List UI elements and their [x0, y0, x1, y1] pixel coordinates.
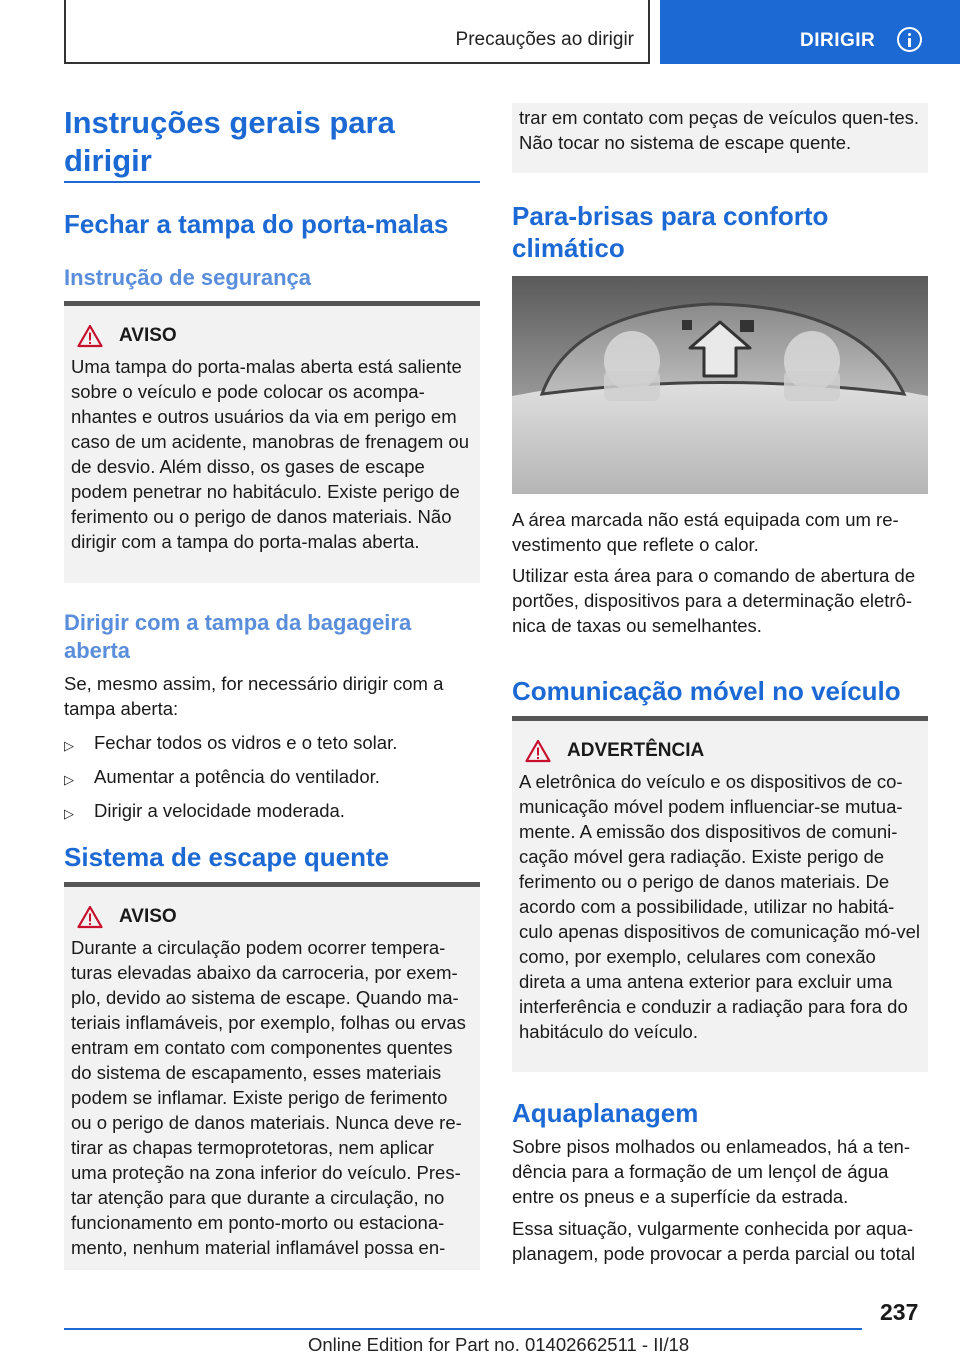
- header-chapter-tab[interactable]: [660, 0, 960, 64]
- warning-title-text: AVISO: [119, 906, 177, 927]
- list-item: ▷ Fechar todos os vidros e o teto solar.: [64, 730, 480, 758]
- warning-box-mobile: [512, 716, 928, 1072]
- warning-triangle-icon: [77, 905, 103, 929]
- warning-title-text: ADVERTÊNCIA: [567, 740, 705, 761]
- header-section-box: [64, 0, 650, 64]
- aquaplaning-paragraph-1: Sobre pisos molhados ou enlameados, há a ten-dência para a formação de um lençol de água entre os pneus e a superfície da estrada.: [512, 1136, 911, 1207]
- warning-box-exhaust: [64, 882, 480, 1270]
- open-trunk-intro: Se, mesmo assim, for necessário dirigir com a tampa aberta:: [64, 673, 444, 719]
- heading-windshield: Para-brisas para conforto climático: [512, 201, 829, 263]
- bullet-triangle-icon: ▷: [64, 806, 74, 821]
- warning-title: [71, 324, 473, 348]
- warning-box-trunk: [64, 301, 480, 583]
- header-chapter-title: DIRIGIR: [800, 30, 876, 51]
- warning-triangle-icon: [525, 739, 551, 763]
- aquaplaning-paragraph-2: Essa situação, vulgarmente conhecida por aqua-planagem, pode provocar a perda parcial ou total: [512, 1218, 916, 1264]
- main-heading: Instruções gerais para dirigir: [64, 105, 395, 178]
- warning-title: [519, 739, 921, 763]
- footer-edition: Online Edition for Part no. 01402662511 - II/18: [308, 1334, 690, 1355]
- warning-text: A eletrônica do veículo e os dispositivos de co-municação móvel podem influenciar-se mutua-mente. A emissão dos dispositivos de comuni-cação móvel gera radiação. Existe perigo de ferimento ou o perigo de danos materiais. De acordo com a possibilidade, utilizar no habitá-culo apenas dispositivos de comunicação mó-vel como, por exemplo, celulares com conexão direta a uma antena exterior para excluir uma interferência e conduzir a radiação para fora do habitáculo do veículo.: [519, 771, 921, 1042]
- heading-aquaplaning: Aquaplanagem: [512, 1098, 699, 1128]
- heading-trunk: Fechar a tampa do porta-malas: [64, 209, 449, 239]
- warning-text-continued: trar em contato com peças de veículos quen-tes. Não tocar no sistema de escape quente.: [519, 107, 920, 153]
- windshield-paragraph-2: Utilizar esta área para o comando de abertura de portões, dispositivos para a determinação eletrô-nica de taxas ou semelhantes.: [512, 565, 916, 636]
- windshield-photo: [512, 276, 928, 494]
- warning-title: [71, 905, 473, 929]
- bullet-list: [64, 724, 480, 826]
- heading-exhaust: Sistema de escape quente: [64, 842, 390, 872]
- windshield-paragraph-1: A área marcada não está equipada com um re-vestimento que reflete o calor.: [512, 509, 899, 555]
- heading-mobile: Comunicação móvel no veículo: [512, 676, 901, 706]
- bullet-triangle-icon: ▷: [64, 772, 74, 787]
- list-item: ▷ Dirigir a velocidade moderada.: [64, 798, 480, 826]
- warning-box-exhaust-continued: [512, 103, 928, 173]
- info-icon[interactable]: [897, 27, 922, 52]
- warning-title-text: AVISO: [119, 325, 177, 346]
- page-number: 237: [880, 1299, 919, 1325]
- bullet-triangle-icon: ▷: [64, 738, 74, 753]
- warning-triangle-icon: [77, 324, 103, 348]
- header-section-title: Precauções ao dirigir: [455, 29, 634, 50]
- heading-rule: [64, 181, 480, 183]
- warning-text: Durante a circulação podem ocorrer tempera-turas elevadas abaixo da carroceria, por exem-plo, devido ao sistema de escape. Quando ma-teriais inflamáveis, por exemplo, folhas ou ervas entram em contato com componentes quentes do sistema de escapamento, esses materiais podem se inflamar. Existe perigo de ferimento ou o perigo de danos materiais. Nunca deve re-tirar as chapas termoprotetoras, nem aplicar uma proteção na zona inferior do veículo. Pres-tar atenção para que durante a circulação, no funcionamento em ponto-morto ou estaciona-mento, nenhum material inflamável possa en-: [71, 937, 466, 1258]
- footer-rule: [64, 1328, 862, 1330]
- heading-safety: Instrução de segurança: [64, 265, 311, 290]
- list-item: ▷ Aumentar a potência do ventilador.: [64, 764, 480, 792]
- heading-open-trunk: Dirigir com a tampa da bagageira aberta: [64, 610, 412, 663]
- warning-text: Uma tampa do porta-malas aberta está saliente sobre o veículo e pode colocar os acompa-nhantes e outros usuários da via em perigo em caso de um acidente, manobras de frenagem ou de desvio. Além disso, os gases de escape podem penetrar no habitáculo. Existe perigo de ferimento ou o perigo de danos materiais. Não dirigir com a tampa do porta-malas aberta.: [71, 356, 469, 552]
